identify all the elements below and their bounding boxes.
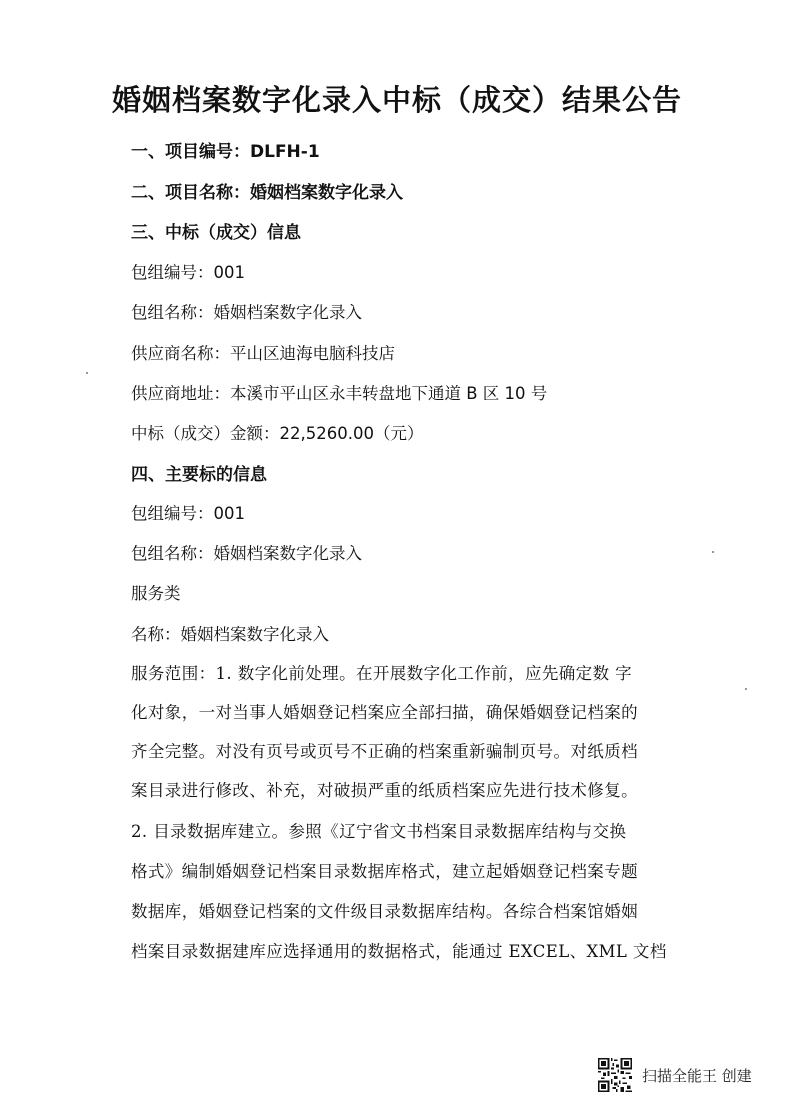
service-scope-line: 数据库，婚姻登记档案的文件级目录数据库结构。各综合档案馆婚姻 [131, 902, 638, 921]
section-heading-award-info: 三、中标（成交）信息 [131, 223, 301, 243]
supplier-name: 供应商名称：平山区迪海电脑科技店 [131, 344, 395, 363]
scan-speck [86, 372, 88, 374]
supplier-address: 供应商地址：本溪市平山区永丰转盘地下通道 B 区 10 号 [131, 384, 548, 403]
scanner-watermark [598, 1056, 752, 1094]
award-amount: 中标（成交）金额：22,5260.00（元） [131, 424, 424, 443]
package-name: 包组名称：婚姻档案数字化录入 [131, 303, 362, 322]
scan-speck [712, 551, 714, 553]
service-scope-line: 2. 目录数据库建立。参照《辽宁省文书档案目录数据库结构与交换 [131, 822, 627, 841]
package-name-2: 包组名称：婚姻档案数字化录入 [131, 544, 362, 563]
package-number-2: 包组编号：001 [131, 504, 245, 523]
page-title: 婚姻档案数字化录入中标（成交）结果公告 [111, 83, 682, 117]
service-scope-line: 格式》编制婚姻登记档案目录数据库格式，建立起婚姻登记档案专题 [131, 862, 638, 881]
section-heading-project-name: 二、项目名称：婚姻档案数字化录入 [131, 183, 403, 203]
scan-speck [745, 688, 747, 690]
scanner-watermark-text: 扫描全能王 创建 [642, 1066, 752, 1085]
service-scope-line: 齐全完整。对没有页号或页号不正确的档案重新骗制页号。对纸质档 [131, 742, 638, 761]
qr-code-icon [598, 1058, 632, 1092]
service-scope-line: 档案目录数据建库应选择通用的数据格式，能通过 EXCEL、XML 文档 [131, 942, 667, 961]
section-heading-project-number: 一、项目编号：DLFH-1 [131, 142, 320, 162]
service-scope-line: 服务范围：1. 数字化前处理。在开展数字化工作前，应先确定数 字 [131, 664, 633, 683]
package-number: 包组编号：001 [131, 263, 245, 282]
section-heading-main-subject: 四、主要标的信息 [131, 465, 267, 485]
service-category: 服务类 [131, 584, 181, 603]
service-scope-line: 案目录进行修改、补充，对破损严重的纸质档案应先进行技术修复。 [131, 781, 638, 800]
service-scope-line: 化对象，一对当事人婚姻登记档案应全部扫描，确保婚姻登记档案的 [131, 703, 638, 722]
subject-name: 名称：婚姻档案数字化录入 [131, 625, 329, 644]
